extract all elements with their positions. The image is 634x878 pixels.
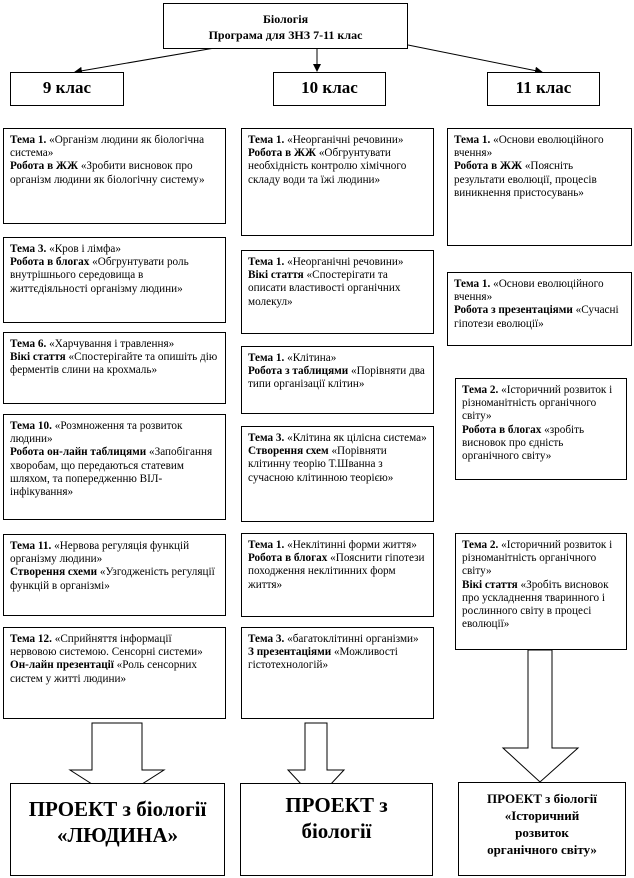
project-box-11 (458, 782, 626, 876)
project-10-line1: ПРОЕКТ з (285, 793, 388, 817)
item-label: Тема 3. (248, 633, 285, 645)
item-label: Тема 1. (248, 352, 285, 364)
topic-box (3, 128, 226, 224)
item-label: Вікі стаття (462, 578, 518, 591)
item-label: Робота в блогах (10, 256, 90, 269)
item-text: «Кров і лімфа» (46, 243, 121, 255)
item-text: «Можливості гістотехнологій» (248, 646, 398, 672)
item-label: Тема 1. (248, 256, 285, 268)
topic-box (241, 426, 434, 522)
item-label: Робота з таблицями (248, 365, 349, 378)
topic-box (455, 533, 627, 650)
project-box-10 (240, 783, 433, 876)
item-text: «Основи еволюційного вчення» (454, 278, 604, 304)
topic-box (447, 272, 632, 346)
item-label: Створення схем (248, 445, 329, 458)
project-11-line1: ПРОЕКТ з біології (487, 791, 597, 806)
item-text: «Неорганічні речовини» (284, 256, 404, 268)
item-text: «Пояснити гіпотези походження неклітинних форм життя» (248, 552, 425, 591)
item-text: «Неклітинні форми життя» (284, 539, 417, 551)
item-label: Створення схеми (10, 566, 98, 579)
item-text: «Порівняти два типи організації клітин» (248, 365, 425, 391)
item-text: «Спостерігайте та опишіть дію ферментів слини на крохмаль» (10, 351, 218, 377)
topic-box (241, 128, 434, 236)
item-label: Тема 3. (248, 432, 285, 444)
item-text: «Узгодженість регуляції функцій в організмі» (10, 566, 215, 592)
topic-box (3, 414, 226, 520)
item-label: Он-лайн презентації (10, 659, 114, 672)
item-text: «Зробити висновок про організм людини як біологічну систему» (10, 160, 205, 186)
item-label: Тема 11. (10, 540, 52, 552)
item-text: «Неорганічні речовини» (284, 134, 404, 146)
item-text: «багатоклітинні організми» (284, 633, 419, 645)
item-label: Робота в ЖЖ (10, 160, 79, 173)
item-text: «Нервова регуляція функцій організму людини» (10, 540, 190, 566)
project-10-line2: біології (301, 819, 372, 843)
arrow-to-9 (75, 45, 232, 72)
item-text: «Роль сенсорних систем у житті людини» (10, 659, 197, 685)
item-label: Тема 3. (10, 243, 47, 255)
item-text: «Поясніть результати еволюції, процесів виникнення пристосувань» (454, 160, 597, 199)
item-label: Вікі стаття (248, 269, 304, 282)
grade-10-label: 10 клас (301, 78, 358, 97)
item-label: Робота в ЖЖ (248, 147, 317, 160)
item-label: Тема 6. (10, 338, 47, 350)
item-text: «Сприйняття інформації нервовою системою. Сенсорні системи» (10, 633, 203, 659)
topic-box (447, 128, 632, 246)
item-label: Робота он-лайн таблицями (10, 446, 147, 459)
topic-box (241, 346, 434, 414)
project-9-line2: «ЛЮДИНА» (57, 823, 178, 847)
item-label: Вікі стаття (10, 351, 66, 364)
item-label: Робота в блогах (248, 552, 328, 565)
item-text: «Історичний розвиток і різноманітність органічного світу» (462, 384, 613, 423)
topic-box (3, 627, 226, 719)
root-line2: Програма для ЗНЗ 7-11 клас (208, 28, 363, 42)
grade-11-label: 11 клас (515, 78, 572, 97)
grade-11-box (487, 72, 600, 106)
item-text: «Зробіть висновок про ускладнення тваринного і рослинного світу в процесі еволюції» (462, 578, 609, 631)
topic-box (241, 627, 434, 719)
item-text: «Запобігання хворобам, що передаються статевим шляхом, та попередженню ВІЛ-інфікування» (10, 446, 213, 499)
topic-box (241, 250, 434, 334)
item-text: «зробіть висновок про єдність органічного світу» (462, 423, 585, 463)
topic-box (3, 237, 226, 323)
item-label: Робота в блогах (462, 423, 542, 436)
item-label: Робота в ЖЖ (454, 160, 523, 173)
grade-9-box (10, 72, 124, 106)
item-text: «Харчування і травлення» (46, 338, 175, 350)
item-label: Тема 1. (248, 134, 285, 146)
topic-box (455, 378, 627, 480)
topic-box (3, 534, 226, 616)
item-label: Тема 1. (10, 134, 47, 146)
project-9-line1: ПРОЕКТ з біології (28, 797, 207, 821)
item-label: Робота з презентаціями (454, 304, 573, 317)
down-arrow-11 (503, 650, 578, 782)
item-label: Тема 1. (454, 134, 491, 146)
project-11-line2: «Історичний розвиток органічного світу» (487, 808, 597, 857)
arrow-to-11 (408, 45, 542, 72)
grade-10-box (273, 72, 386, 106)
item-text: «Клітина» (284, 352, 337, 364)
item-label: Тема 12. (10, 633, 52, 645)
item-text: «Організм людини як біологічна система» (10, 134, 205, 160)
item-label: Тема 10. (10, 420, 52, 432)
topic-box (241, 533, 434, 617)
topic-box (3, 332, 226, 404)
item-text: «Спостерігати та описати властивості органічних молекул» (248, 269, 401, 308)
item-text: «Основи еволюційного вчення» (454, 134, 604, 160)
root-line1: Біологія (262, 12, 309, 26)
project-box-9 (10, 783, 225, 876)
item-label: Тема 2. (462, 384, 499, 396)
item-text: «Обгрунтувати роль внутрішнього середовища в життєдіяльності організму людини» (10, 256, 189, 295)
item-text: «Сучасні гіпотези еволюції» (454, 304, 619, 330)
item-label: Тема 1. (454, 278, 491, 290)
item-text: «Обгрунтувати необхідність контролю хімічного складу води та їжі людини» (248, 147, 407, 186)
root-box (163, 3, 408, 49)
item-label: З презентаціями (248, 646, 332, 659)
item-text: «Історичний розвиток і різноманітність органічного світу» (462, 539, 613, 578)
item-label: Тема 2. (462, 539, 499, 551)
item-text: «Клітина як цілісна система» (284, 432, 427, 444)
item-label: Тема 1. (248, 539, 285, 551)
item-text: «Порівняти клітинну теорію Т.Шванна з сучасною клітинною теорією» (248, 445, 394, 484)
item-text: «Розмноження та розвиток людини» (10, 420, 183, 446)
grade-9-label: 9 клас (42, 78, 92, 97)
